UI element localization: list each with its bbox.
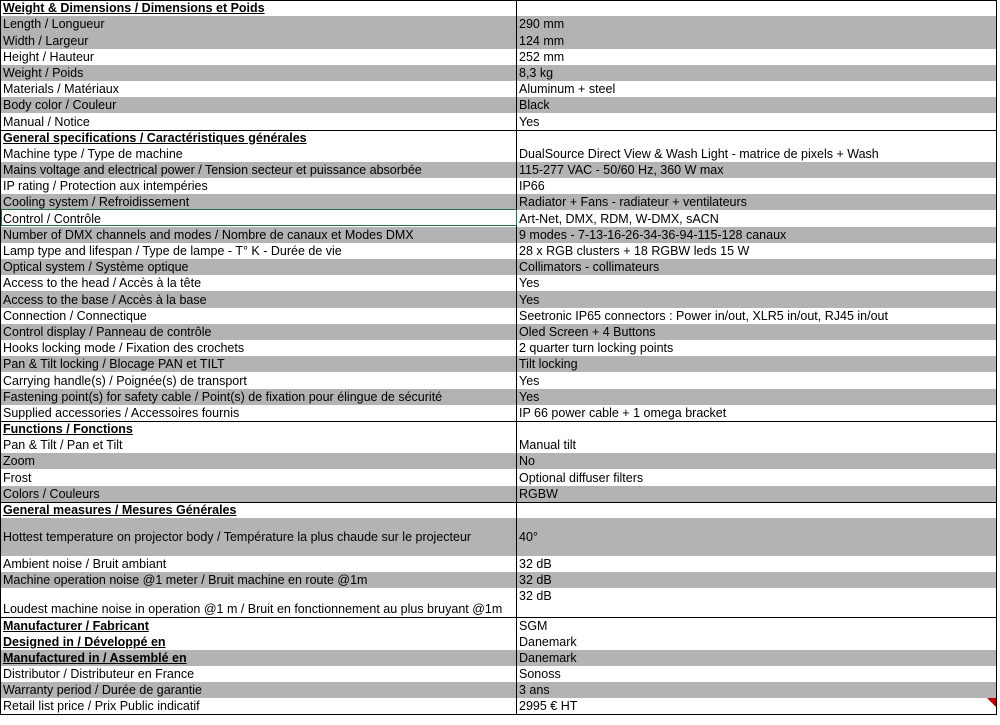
table-row [0, 666, 997, 682]
spec-label[interactable] [1, 324, 517, 340]
cell-text: Loudest machine noise in operation @1 m / Bruit en fonctionnement au plus bruyant @1m [3, 602, 503, 617]
cell-text: Yes [519, 292, 540, 307]
cell-text: Art-Net, DMX, RDM, W-DMX, sACN [519, 211, 719, 226]
spec-label[interactable] [1, 356, 517, 372]
table-row [0, 210, 997, 226]
section-row [0, 650, 997, 666]
spec-label[interactable] [1, 389, 517, 405]
cell-text: 115-277 VAC - 50/60 Hz, 360 W max [519, 163, 724, 178]
table-row [0, 572, 997, 588]
section-row [0, 421, 997, 437]
cell-text: Optical system / Système optique [3, 260, 189, 275]
spec-label[interactable] [1, 588, 517, 617]
cell-text: Oled Screen + 4 Buttons [519, 324, 656, 339]
table-row [0, 556, 997, 572]
spec-value[interactable] [517, 243, 996, 259]
spec-value[interactable] [517, 97, 996, 113]
cell-text: Control / Contrôle [3, 211, 101, 226]
spec-value[interactable] [517, 486, 996, 502]
table-row [0, 437, 997, 453]
cell-text: Yes [519, 389, 540, 404]
spec-value[interactable] [517, 146, 996, 162]
spec-value[interactable] [517, 32, 996, 48]
cell-text: No [519, 454, 535, 469]
cell-text: Width / Largeur [3, 33, 89, 48]
table-row [0, 146, 997, 162]
table-row [0, 372, 997, 388]
table-row [0, 81, 997, 97]
cell-text: IP66 [519, 179, 545, 194]
cell-text: Designed in / Développé en [3, 634, 166, 649]
spec-value[interactable] [517, 81, 996, 97]
spec-label[interactable] [1, 162, 517, 178]
table-row [0, 259, 997, 275]
spec-label[interactable] [1, 16, 517, 32]
spec-label[interactable] [1, 372, 517, 388]
spec-value[interactable] [517, 518, 996, 556]
spec-value[interactable] [517, 308, 996, 324]
spec-label[interactable] [1, 275, 517, 291]
table-row [0, 324, 997, 340]
cell-text: Functions / Fonctions [3, 422, 133, 437]
cell-text: 2995 € HT [519, 698, 578, 713]
spec-value[interactable] [517, 16, 996, 32]
section-title[interactable] [1, 634, 517, 650]
cell-text: Weight / Poids [3, 65, 84, 80]
cell-text: Colors / Couleurs [3, 486, 100, 501]
cell-text: Mains voltage and electrical power / Tension secteur et puissance absorbée [3, 163, 422, 178]
table-row [0, 97, 997, 113]
spec-value[interactable] [517, 1, 996, 16]
spec-label[interactable] [1, 227, 517, 243]
cell-text: DualSource Direct View & Wash Light - matrice de pixels + Wash [519, 146, 879, 161]
table-row [0, 308, 997, 324]
cell-text: Manufacturer / Fabricant [3, 618, 149, 633]
cell-text: IP rating / Protection aux intempéries [3, 179, 208, 194]
cell-text: Zoom [3, 454, 35, 469]
section-title[interactable] [1, 131, 517, 146]
table-row [0, 486, 997, 502]
cell-text: 28 x RGB clusters + 18 RGBW leds 15 W [519, 244, 750, 258]
cell-text: Number of DMX channels and modes / Nombre de canaux et Modes DMX [3, 227, 414, 242]
table-row [0, 356, 997, 372]
spec-label[interactable] [1, 556, 517, 572]
cell-text: Length / Longueur [3, 17, 105, 32]
table-row [0, 32, 997, 48]
spec-value[interactable] [517, 65, 996, 81]
cell-text: General specifications / Caractéristiques générales [3, 130, 307, 145]
table-row [0, 178, 997, 194]
spec-value[interactable] [517, 698, 996, 713]
table-row [0, 113, 997, 129]
cell-text: General measures / Mesures Générales [3, 503, 237, 517]
cell-text: Hottest temperature on projector body / Température la plus chaude sur le projecteur [3, 529, 472, 544]
table-row [0, 162, 997, 178]
cell-text: SGM [519, 618, 548, 633]
section-row [0, 617, 997, 633]
cell-text: Supplied accessories / Accessoires fournis [3, 405, 240, 420]
cell-text: Retail list price / Prix Public indicatif [3, 698, 200, 713]
cell-text: Access to the base / Accès à la base [3, 292, 207, 307]
cell-text: Collimators - collimateurs [519, 260, 660, 275]
cell-text: Yes [519, 276, 540, 291]
cell-text: Pan & Tilt / Pan et Tilt [3, 438, 123, 453]
spec-label[interactable] [1, 682, 517, 698]
spec-label[interactable] [1, 486, 517, 502]
spec-value[interactable] [517, 634, 996, 650]
spec-value[interactable] [517, 291, 996, 307]
cell-text: Weight & Dimensions / Dimensions et Poids [3, 1, 265, 16]
section-row [0, 0, 997, 16]
section-title[interactable] [1, 1, 517, 16]
spec-value[interactable] [517, 372, 996, 388]
cell-text: Fastening point(s) for safety cable / Point(s) de fixation pour élingue de sécurité [3, 389, 443, 404]
cell-text: Lamp type and lifespan / Type de lampe - T° K - Durée de vie [3, 244, 342, 258]
cell-text: Distributor / Distributeur en France [3, 667, 195, 682]
cell-text: Black [519, 98, 550, 113]
spec-label[interactable] [1, 437, 517, 453]
section-row [0, 130, 997, 146]
comment-indicator-icon[interactable] [987, 698, 996, 707]
table-row [0, 275, 997, 291]
cell-text: Radiator + Fans - radiateur + ventilateurs [519, 195, 747, 210]
cell-text: Optional diffuser filters [519, 470, 644, 485]
spec-label[interactable] [1, 405, 517, 421]
spec-value[interactable] [517, 453, 996, 469]
cell-text: Danemark [519, 650, 577, 665]
spec-value[interactable] [517, 389, 996, 405]
spec-label[interactable] [1, 243, 517, 259]
spec-value[interactable] [517, 324, 996, 340]
spec-label[interactable] [1, 81, 517, 97]
cell-text: 40° [519, 529, 538, 544]
spec-label[interactable] [1, 572, 517, 588]
table-row [0, 194, 997, 210]
spec-value[interactable] [517, 588, 996, 617]
spec-label[interactable] [1, 259, 517, 275]
spec-label[interactable] [1, 97, 517, 113]
table-row [0, 698, 997, 714]
cell-text: Materials / Matériaux [3, 82, 120, 97]
spec-value[interactable] [517, 340, 996, 356]
table-row [0, 588, 997, 617]
spec-value[interactable] [517, 259, 996, 275]
table-row [0, 405, 997, 421]
spec-label[interactable] [1, 32, 517, 48]
cell-text: Cooling system / Refroidissement [3, 195, 190, 210]
cell-text: Manufactured in / Assemblé en [3, 650, 187, 665]
cell-text: 290 mm [519, 17, 565, 32]
spec-value[interactable] [517, 437, 996, 453]
spec-value[interactable] [517, 503, 996, 518]
cell-text: Seetronic IP65 connectors : Power in/out, XLR5 in/out, RJ45 in/out [519, 308, 888, 323]
section-row [0, 502, 997, 518]
cell-text: Machine type / Type de machine [3, 146, 183, 161]
spec-value[interactable] [517, 666, 996, 682]
spec-value[interactable] [517, 178, 996, 194]
spec-label[interactable] [1, 698, 517, 713]
cell-text: 32 dB [519, 589, 552, 604]
table-row [0, 389, 997, 405]
cell-text: 8,3 kg [519, 65, 554, 80]
cell-text: Yes [519, 114, 540, 129]
cell-text: Manual / Notice [3, 114, 90, 129]
cell-text: 32 dB [519, 573, 552, 588]
cell-text: Height / Hauteur [3, 49, 95, 64]
cell-text: 252 mm [519, 49, 565, 64]
spec-value[interactable] [517, 618, 996, 633]
table-row [0, 227, 997, 243]
section-row [0, 634, 997, 650]
section-title[interactable] [1, 503, 517, 518]
cell-text: Frost [3, 470, 32, 485]
cell-text: Machine operation noise @1 meter / Bruit machine en route @1m [3, 573, 368, 588]
cell-text: IP 66 power cable + 1 omega bracket [519, 405, 727, 420]
spec-label[interactable] [1, 666, 517, 682]
spec-label[interactable] [1, 49, 517, 65]
spec-value[interactable] [517, 275, 996, 291]
cell-text: Tilt locking [519, 357, 578, 372]
spec-label[interactable] [1, 308, 517, 324]
table-row [0, 49, 997, 65]
cell-text: Hooks locking mode / Fixation des crochets [3, 341, 245, 356]
spec-label[interactable] [1, 469, 517, 485]
spec-value[interactable] [517, 227, 996, 243]
cell-text: Manual tilt [519, 438, 576, 453]
spec-value[interactable] [517, 422, 996, 437]
spec-value[interactable] [517, 356, 996, 372]
table-row [0, 469, 997, 485]
table-row [0, 453, 997, 469]
cell-text: Pan & Tilt locking / Blocage PAN et TILT [3, 357, 225, 372]
cell-text: 124 mm [519, 33, 565, 48]
cell-text: 3 ans [519, 683, 550, 698]
cell-text: Danemark [519, 634, 577, 649]
spec-label[interactable] [1, 210, 517, 226]
section-title[interactable] [1, 650, 517, 666]
table-row [0, 291, 997, 307]
spec-value[interactable] [517, 162, 996, 178]
cell-text: Connection / Connectique [3, 308, 147, 323]
spec-label[interactable] [1, 146, 517, 162]
cell-text: Body color / Couleur [3, 98, 117, 113]
cell-text: Ambient noise / Bruit ambiant [3, 557, 167, 572]
cell-text: RGBW [519, 486, 558, 501]
spec-label[interactable] [1, 113, 517, 129]
cell-text: Sonoss [519, 667, 561, 682]
cell-text: Warranty period / Durée de garantie [3, 683, 202, 698]
spec-label[interactable] [1, 194, 517, 210]
spec-value[interactable] [517, 405, 996, 421]
section-title[interactable] [1, 422, 517, 437]
table-row [0, 340, 997, 356]
table-row [0, 16, 997, 32]
spec-value[interactable] [517, 650, 996, 666]
spec-value[interactable] [517, 682, 996, 698]
spec-label[interactable] [1, 518, 517, 556]
cell-text: Control display / Panneau de contrôle [3, 324, 212, 339]
cell-text: Aluminum + steel [519, 82, 616, 97]
spec-label[interactable] [1, 291, 517, 307]
spec-value[interactable] [517, 210, 996, 226]
table-row [0, 518, 997, 556]
spec-value[interactable] [517, 131, 996, 146]
cell-text: Yes [519, 373, 540, 388]
spec-label[interactable] [1, 178, 517, 194]
table-row [0, 682, 997, 698]
cell-text: Carrying handle(s) / Poignée(s) de transport [3, 373, 247, 388]
section-title[interactable] [1, 618, 517, 633]
spec-label[interactable] [1, 65, 517, 81]
table-row [0, 65, 997, 81]
spec-value[interactable] [517, 194, 996, 210]
cell-text: 9 modes - 7-13-16-26-34-36-94-115-128 canaux [519, 227, 787, 242]
cell-text: 32 dB [519, 557, 552, 572]
spec-value[interactable] [517, 469, 996, 485]
table-row [0, 243, 997, 259]
spec-value[interactable] [517, 113, 996, 129]
spec-label[interactable] [1, 340, 517, 356]
spec-label[interactable] [1, 453, 517, 469]
cell-text: Access to the head / Accès à la tête [3, 276, 202, 291]
spec-value[interactable] [517, 572, 996, 588]
spec-value[interactable] [517, 49, 996, 65]
cell-text: 2 quarter turn locking points [519, 341, 674, 356]
spec-value[interactable] [517, 556, 996, 572]
